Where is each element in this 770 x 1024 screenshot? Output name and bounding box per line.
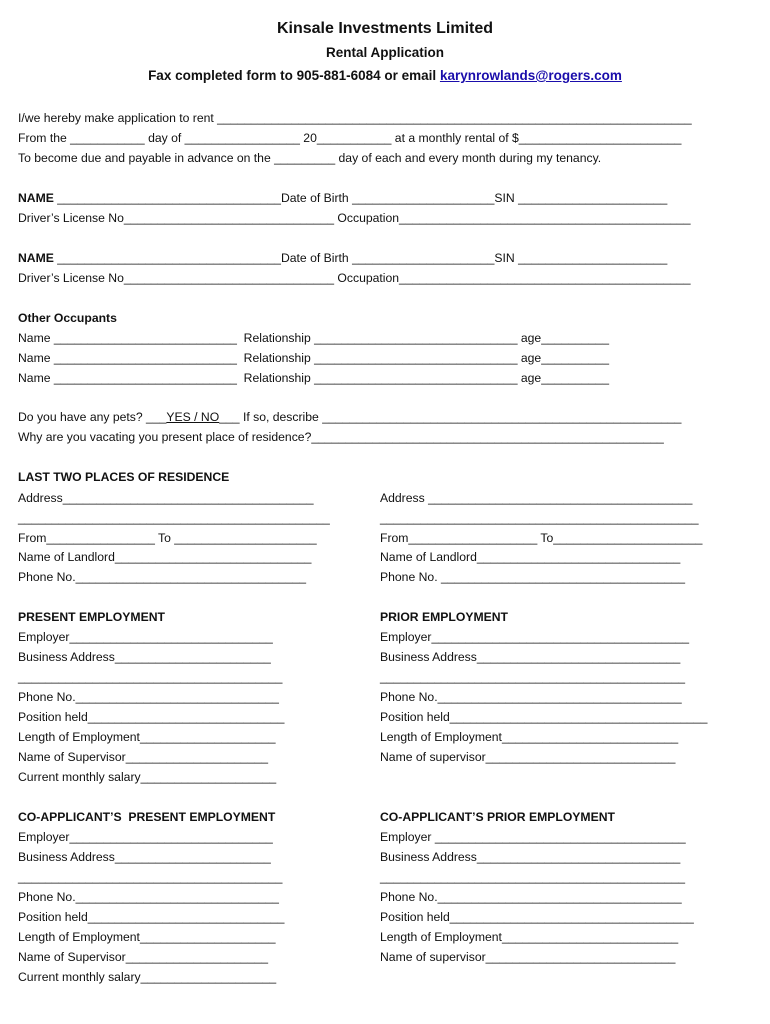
co-present-length[interactable]: Length of Employment____________________ — [18, 930, 276, 944]
pets-describe[interactable]: ___ If so, describe _____________________________________________________ — [219, 410, 682, 424]
present-employer[interactable]: Employer______________________________ — [18, 630, 273, 644]
residence-heading: LAST TWO PLACES OF RESIDENCE — [18, 470, 230, 484]
co-prior-business-address[interactable]: Business Address______________________________ — [380, 850, 681, 864]
present-supervisor[interactable]: Name of Supervisor_____________________ — [18, 750, 269, 764]
applicant1-license-line[interactable]: Driver’s License No_______________________________ Occupation___________________________________________ — [18, 211, 691, 225]
pets-yes-no[interactable]: YES / NO — [166, 410, 220, 424]
intro-from-line[interactable]: From the ___________ day of _________________ 20___________ at a monthly rental of $________________________ — [18, 131, 682, 145]
residence1-address-cont[interactable]: ______________________________________________ — [18, 511, 330, 525]
prior-supervisor[interactable]: Name of supervisor____________________________ — [380, 750, 676, 764]
occupant-row[interactable]: Name ___________________________ Relationship ______________________________ age__________ — [18, 351, 609, 365]
co-prior-employer[interactable]: Employer _____________________________________ — [380, 830, 686, 844]
residence1-from-to[interactable]: From________________ To _____________________ — [18, 531, 317, 545]
pets-question: Do you have any pets? ___ — [18, 410, 167, 424]
vacating-line[interactable]: Why are you vacating you present place of residence?____________________________________________________ — [18, 430, 664, 444]
applicant1-line[interactable]: NAME _________________________________Date of Birth _____________________SIN ______________________ — [18, 191, 668, 205]
co-present-position[interactable]: Position held_____________________________ — [18, 910, 285, 924]
prior-business-address-cont[interactable]: _____________________________________________ — [380, 670, 686, 684]
residence2-address-cont[interactable]: _______________________________________________ — [380, 511, 699, 525]
residence2-address[interactable]: Address _______________________________________ — [380, 491, 693, 505]
applicant2-name-line[interactable]: NAME _________________________________Date of Birth _____________________SIN ______________________ — [18, 251, 668, 265]
prior-position[interactable]: Position held______________________________________ — [380, 710, 708, 724]
applicant2-license-line[interactable]: Driver’s License No_______________________________ Occupation___________________________________________ — [18, 271, 691, 285]
co-present-employment-heading: CO-APPLICANT’S PRESENT EMPLOYMENT — [18, 810, 276, 824]
company-name: Kinsale Investments Limited — [276, 20, 494, 37]
present-length[interactable]: Length of Employment____________________ — [18, 730, 276, 744]
form-title: Rental Application — [325, 45, 444, 60]
co-prior-supervisor[interactable]: Name of supervisor____________________________ — [380, 950, 676, 964]
prior-employer[interactable]: Employer______________________________________ — [380, 630, 690, 644]
co-present-phone[interactable]: Phone No.______________________________ — [18, 890, 279, 904]
residence1-phone[interactable]: Phone No.__________________________________ — [18, 570, 307, 584]
co-present-business-address[interactable]: Business Address_______________________ — [18, 850, 271, 864]
present-phone[interactable]: Phone No.______________________________ — [18, 690, 279, 704]
co-present-salary[interactable]: Current monthly salary____________________ — [18, 970, 277, 984]
present-business-address[interactable]: Business Address_______________________ — [18, 650, 271, 664]
intro-rent-line[interactable]: I/we hereby make application to rent ______________________________________________________________________ — [18, 111, 692, 125]
present-salary[interactable]: Current monthly salary____________________ — [18, 770, 277, 784]
email-link[interactable]: karynrowlands@rogers.com — [439, 68, 622, 83]
present-business-address-cont[interactable]: _______________________________________ — [18, 670, 283, 684]
residence1-landlord[interactable]: Name of Landlord_____________________________ — [18, 550, 312, 564]
co-prior-length[interactable]: Length of Employment__________________________ — [380, 930, 679, 944]
co-prior-business-address-cont[interactable]: _____________________________________________ — [380, 870, 686, 884]
prior-phone[interactable]: Phone No.____________________________________ — [380, 690, 682, 704]
co-present-employer[interactable]: Employer______________________________ — [18, 830, 273, 844]
co-prior-employment-heading: CO-APPLICANT’S PRIOR EMPLOYMENT — [380, 810, 615, 824]
prior-length[interactable]: Length of Employment__________________________ — [380, 730, 679, 744]
occupant-row[interactable]: Name ___________________________ Relationship ______________________________ age__________ — [18, 331, 609, 345]
prior-employment-heading: PRIOR EMPLOYMENT — [380, 610, 508, 624]
residence2-from-to[interactable]: From___________________ To______________________ — [380, 531, 703, 545]
present-employment-heading: PRESENT EMPLOYMENT — [18, 610, 165, 624]
occupant-row[interactable]: Name ___________________________ Relationship ______________________________ age__________ — [18, 371, 609, 385]
co-present-supervisor[interactable]: Name of Supervisor_____________________ — [18, 950, 269, 964]
co-present-business-address-cont[interactable]: _______________________________________ — [18, 870, 283, 884]
intro-due-line[interactable]: To become due and payable in advance on the _________ day of each and every month during my tenancy. — [18, 151, 602, 165]
co-prior-phone[interactable]: Phone No.____________________________________ — [380, 890, 682, 904]
residence1-address[interactable]: Address_____________________________________ — [18, 491, 314, 505]
fax-instructions — [0, 68, 770, 83]
present-position[interactable]: Position held_____________________________ — [18, 710, 285, 724]
occupants-heading: Other Occupants — [18, 311, 117, 325]
co-prior-position[interactable]: Position held____________________________________ — [380, 910, 694, 924]
applicant1-name-line[interactable] — [18, 191, 667, 205]
pets-line[interactable] — [18, 410, 681, 424]
residence2-landlord[interactable]: Name of Landlord______________________________ — [380, 550, 681, 564]
prior-business-address[interactable]: Business Address______________________________ — [380, 650, 681, 664]
fax-text: Fax completed form to 905-881-6084 or email — [148, 68, 440, 83]
residence2-phone[interactable]: Phone No. ____________________________________ — [380, 570, 685, 584]
